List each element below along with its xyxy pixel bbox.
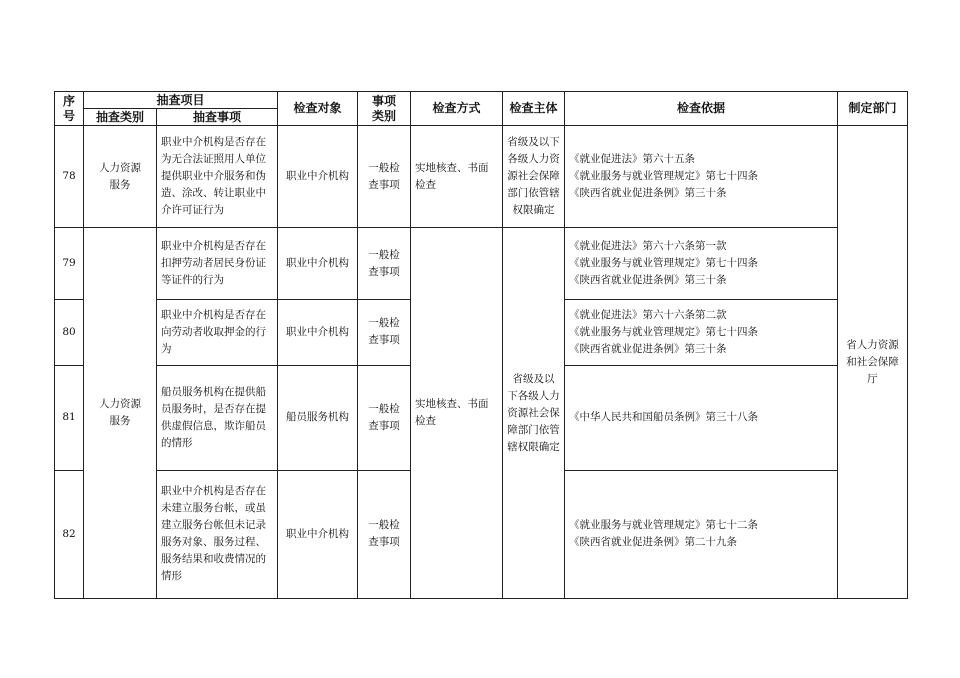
row-target: 职业中介机构 — [278, 228, 358, 300]
header-project: 抽查项目 — [84, 92, 278, 109]
category-merged-cell: 人力资源 服务 — [84, 228, 157, 599]
basis-line: 《陕西省就业促进条例》第三十条 — [569, 274, 727, 287]
table-row — [55, 126, 908, 228]
row-category: 人力资源 服务 — [84, 126, 157, 228]
row-no: 81 — [55, 365, 84, 470]
header-row — [55, 92, 908, 109]
row-type: 一般检 查事项 — [358, 470, 411, 598]
method-merged-cell: 实地核查、书面 检查 — [411, 228, 503, 599]
row-type: 一般检 查事项 — [358, 228, 411, 300]
header-type: 事项 类别 — [358, 92, 411, 126]
header-basis: 检查依据 — [565, 92, 838, 126]
row-item: 职业中介机构是否存在扣押劳动者居民身份证等证件的行为 — [157, 228, 278, 300]
row-basis — [565, 365, 838, 470]
row-item: 职业中介机构是否存在未建立服务台帐，或虽建立服务台帐但未记录服务对象、服务过程、服务结果和收费情况的情形 — [157, 470, 278, 598]
basis-line: 《就业促进法》第六十五条 — [569, 153, 696, 166]
row-target: 职业中介机构 — [278, 300, 358, 365]
basis-line: 《就业服务与就业管理规定》第七十二条 — [569, 519, 759, 532]
header-target: 检查对象 — [278, 92, 358, 126]
basis-line: 《陕西省就业促进条例》第三十条 — [569, 187, 727, 200]
row-item: 职业中介机构是否存在向劳动者收取押金的行为 — [157, 300, 278, 365]
subject-merged-cell: 省级及以 下各级人力 资源社会保 障部门依管 辖权限确定 — [503, 228, 565, 599]
header-item: 抽查事项 — [157, 109, 278, 126]
row-method: 实地核查、书面 检查 — [411, 126, 503, 228]
header-dept: 制定部门 — [838, 92, 908, 126]
table-row — [55, 228, 908, 300]
basis-line: 《就业促进法》第六十六条第二款 — [569, 308, 727, 321]
row-basis — [565, 300, 838, 365]
header-no: 序 号 — [55, 92, 84, 126]
row-target: 职业中介机构 — [278, 126, 358, 228]
row-target: 船员服务机构 — [278, 365, 358, 470]
basis-line: 《就业促进法》第六十六条第一款 — [569, 240, 727, 253]
basis-line: 《就业服务与就业管理规定》第七十四条 — [569, 170, 759, 183]
row-basis — [565, 470, 838, 598]
row-no: 78 — [55, 126, 84, 228]
row-target: 职业中介机构 — [278, 470, 358, 598]
row-type: 一般检 查事项 — [358, 365, 411, 470]
basis-line: 《陕西省就业促进条例》第三十条 — [569, 342, 727, 355]
row-type: 一般检 查事项 — [358, 300, 411, 365]
row-type: 一般检 查事项 — [358, 126, 411, 228]
header-subject: 检查主体 — [503, 92, 565, 126]
row-no: 79 — [55, 228, 84, 300]
row-basis — [565, 228, 838, 300]
header-category: 抽查类别 — [84, 109, 157, 126]
row-subject: 省级及以下 各级人力资 源社会保障 部门依管辖 权限确定 — [503, 126, 565, 228]
row-no: 80 — [55, 300, 84, 365]
basis-line: 《就业服务与就业管理规定》第七十四条 — [569, 257, 759, 270]
basis-line: 《陕西省就业促进条例》第二十九条 — [569, 536, 738, 549]
row-item: 职业中介机构是否存在为无合法证照用人单位提供职业中介服务和伪造、涂改、转让职业中介许可证行为 — [157, 126, 278, 228]
row-no: 82 — [55, 470, 84, 598]
basis-line: 《中华人民共和国船员条例》第三十八条 — [569, 411, 759, 424]
row-item: 船员服务机构在提供船员服务时，是否存在提供虚假信息，欺诈船员的情形 — [157, 365, 278, 470]
row-basis — [565, 126, 838, 228]
basis-line: 《就业服务与就业管理规定》第七十四条 — [569, 325, 759, 338]
dept-cell: 省人力资源 和社会保障 厅 — [838, 126, 908, 599]
header-method: 检查方式 — [411, 92, 503, 126]
inspection-table — [54, 91, 908, 599]
